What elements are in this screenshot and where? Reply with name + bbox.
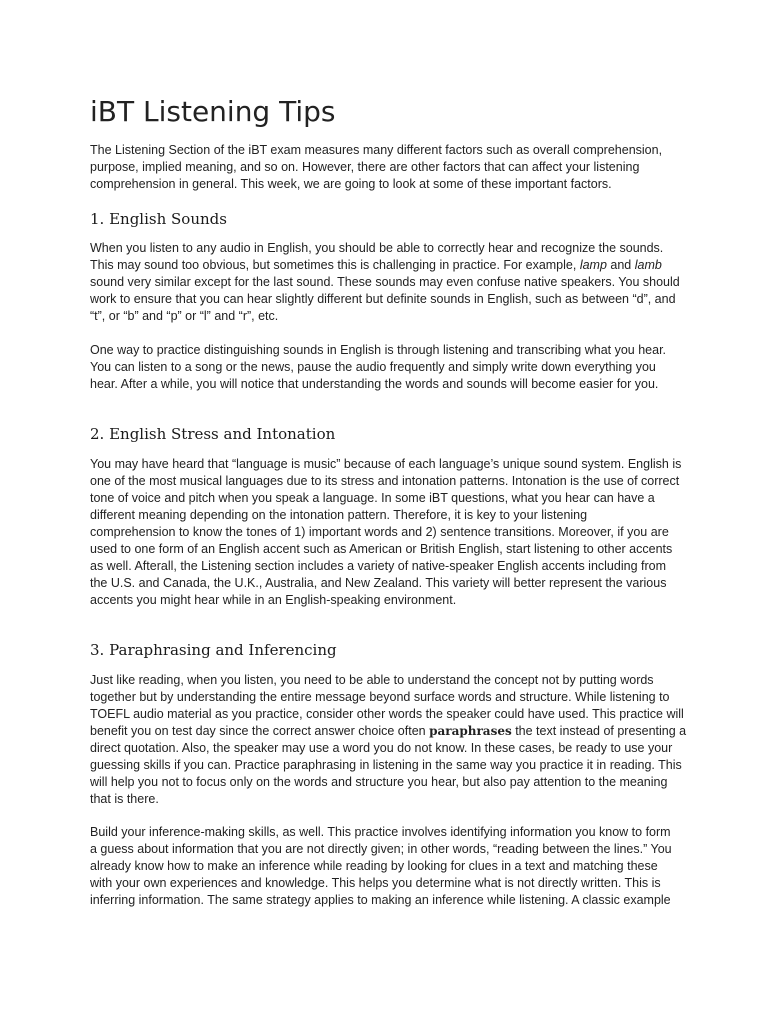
paragraph-line: tone of voice and pitch when you speak a language. In some iBT questions, what you hear can have a	[90, 491, 655, 505]
paragraph-line: with your own experiences and knowledge. This helps you determine what is not directly written. This is	[90, 876, 661, 890]
paragraph-line: together but by understanding the entire message beyond surface words and structure. While listening to	[90, 690, 670, 704]
paragraph-line: used to one form of an English accent such as American or British English, start listening to other accents	[90, 542, 673, 556]
paragraph-line: inferring information. The same strategy applies to making an inference while listening. A classic example	[90, 893, 671, 907]
stress-intonation-paragraph	[90, 456, 680, 609]
italic-word-lamp: lamp	[579, 258, 607, 272]
section-heading-english-sounds: 1. English Sounds	[90, 210, 227, 228]
paragraph-line: When you listen to any audio in English, you should be able to correctly hear and recognize the sounds.	[90, 241, 664, 255]
paragraph-line: You may have heard that “language is music” because of each language’s unique sound system. English is	[90, 457, 682, 471]
section-heading-paraphrasing-inferencing: 3. Paraphrasing and Inferencing	[90, 641, 337, 659]
paragraph-line: “t”, or “b” and “p” or “l” and “r”, etc.	[90, 309, 279, 323]
paragraph-line: You can listen to a song or the news, pause the audio frequently and simply write down everything you	[90, 360, 656, 374]
section-heading-stress-intonation: 2. English Stress and Intonation	[90, 425, 336, 443]
paragraph-line: guessing skills if you can. Practice paraphrasing in listening in the same way you practice it in reading. This	[90, 758, 682, 772]
page-title: iBT Listening Tips	[90, 95, 336, 128]
intro-line: purpose, implied meaning, and so on. However, there are other factors that can affect your listening	[90, 160, 640, 174]
paragraph-line: will help you not to focus only on the words and structure you hear, but also pay attention to the meaning	[90, 775, 668, 789]
paragraph-line: as well. Afterall, the Listening section includes a variety of native-speaker English accents including from	[90, 559, 666, 573]
paragraph-text: and	[606, 258, 635, 272]
paragraph-line: hear. After a while, you will notice that understanding the words and sounds will become easier for you.	[90, 377, 659, 391]
paragraph-line: a guess about information that you are not directly given; in other words, “reading between the lines.” You	[90, 842, 672, 856]
english-sounds-paragraph-2	[90, 342, 680, 393]
paragraph-line: One way to practice distinguishing sounds in English is through listening and transcribing what you hear.	[90, 343, 667, 357]
paragraph-text: This may sound too obvious, but sometimes this is challenging in practice. For example,	[90, 258, 580, 272]
paragraph-line: Build your inference-making skills, as well. This practice involves identifying information you know to form	[90, 825, 671, 839]
paragraph-line: work to ensure that you can hear slightly different but definite sounds in English, such as between “d”, and	[90, 292, 676, 306]
paragraph-line: comprehension to know the tones of 1) important words and 2) sentence transitions. Moreover, if you are	[90, 525, 669, 539]
paragraph-line: Just like reading, when you listen, you need to be able to understand the concept not by putting words	[90, 673, 654, 687]
paragraph-line: that is there.	[90, 792, 159, 806]
paragraph-line: one of the most musical languages due to its stress and intonation patterns. Intonation is the use of correct	[90, 474, 680, 488]
intro-line: comprehension in general. This week, we are going to look at some of these important factors.	[90, 177, 612, 191]
paragraph-line: different meaning depending on the intonation pattern. Therefore, it is key to your listening	[90, 508, 588, 522]
paragraph-line: TOEFL audio material as you practice, consider other words the speaker could have used. This practice will	[90, 707, 684, 721]
paraphrasing-paragraph	[90, 672, 687, 808]
paragraph-text: benefit you on test day since the correct answer choice often	[90, 724, 430, 738]
paragraph-line: accents you might hear while in an English-speaking environment.	[90, 593, 457, 607]
italic-word-lamb: lamb	[634, 258, 662, 272]
paragraph-text: the text instead of presenting a	[511, 724, 687, 738]
paragraph-line: already know how to make an inference while reading by looking for clues in a text and matching these	[90, 859, 658, 873]
english-sounds-paragraph-1	[90, 240, 680, 325]
intro-line: The Listening Section of the iBT exam measures many different factors such as overall comprehension,	[90, 143, 663, 157]
inferencing-paragraph	[90, 824, 680, 909]
paragraph-line	[90, 257, 680, 274]
bold-word-paraphrases: paraphrases	[429, 724, 512, 738]
paragraph-line: the U.S. and Canada, the U.K., Australia, and New Zealand. This variety will better represent the various	[90, 576, 667, 590]
intro-paragraph	[90, 142, 680, 193]
paragraph-line: sound very similar except for the last sound. These sounds may even confuse native speakers. You should	[90, 275, 680, 289]
paragraph-line	[90, 723, 687, 740]
paragraph-line: direct quotation. Also, the speaker may use a word you do not know. In these cases, be ready to use your	[90, 741, 673, 755]
